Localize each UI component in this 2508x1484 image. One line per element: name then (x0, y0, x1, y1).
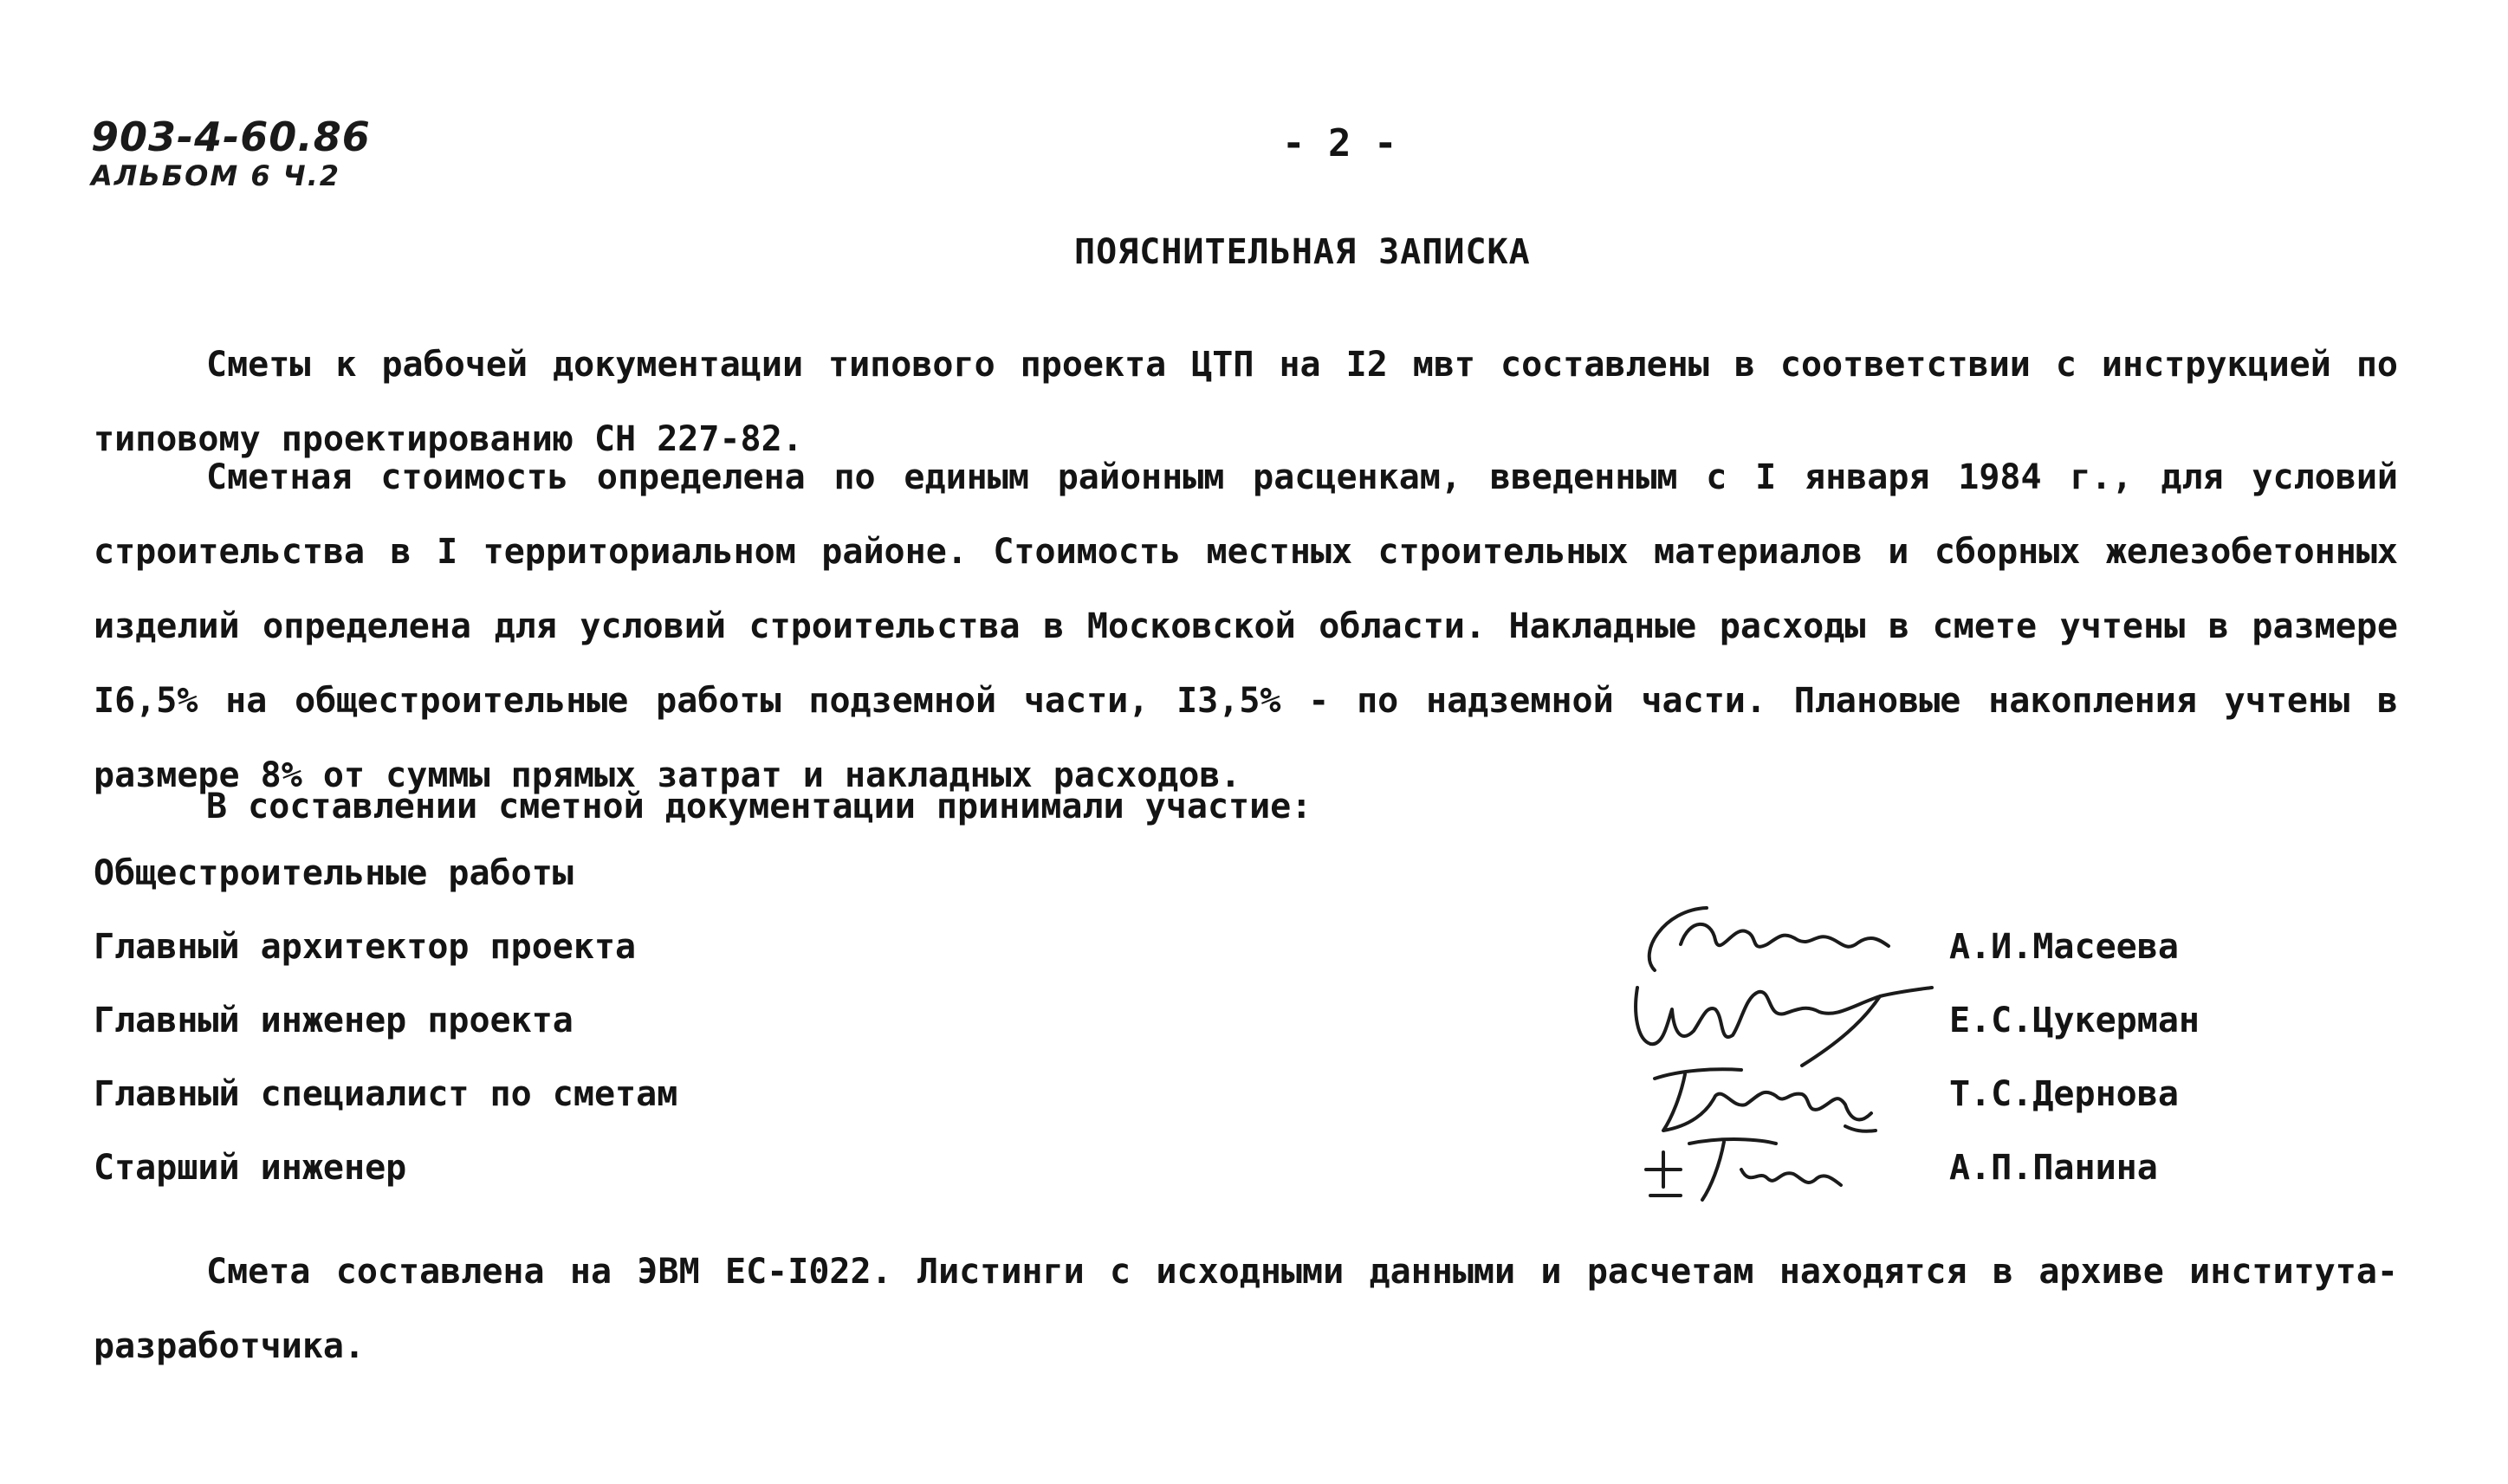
name-senior-engineer: А.П.Панина (1949, 1148, 2158, 1188)
paragraph-cost: Сметная стоимость определена по единым районным расценкам, введенным с I января 1984 г., для условий строительства в I территориальном районе. Стоимость местных строительных материалов и сборных железобетонных изделий определена для условий строительства в Московской области. Накладные расходы в смете учтены в размере I6,5% на общестроительные работы подземной части, I3,5% - по надземной части. Плановые накопления учтены в размере 8% от суммы прямых затрат и накладных расходов. (94, 457, 2398, 795)
paragraph-intro: Сметы к рабочей документации типового проекта ЦТП на I2 мвт составлены в соответствии с инструкцией по типовому проектированию СН 227-82. (94, 345, 2398, 459)
role-chief-estimator: Главный специалист по сметам (94, 1074, 678, 1114)
document-code-line2: АЛЬБОМ 6 Ч.2 (91, 159, 340, 192)
role-senior-engineer: Старший инженер (94, 1148, 407, 1188)
name-chief-estimator: Т.С.Дернова (1949, 1074, 2179, 1114)
page-number: - 2 - (1282, 121, 1397, 165)
document-code (91, 113, 371, 192)
signature-panina (1629, 1118, 1863, 1213)
name-chief-architect: А.И.Масеева (1949, 927, 2179, 967)
section-label: Общестроительные работы (94, 853, 574, 893)
role-chief-engineer: Главный инженер проекта (94, 1001, 574, 1040)
name-chief-engineer: Е.С.Цукерман (1949, 1001, 2200, 1040)
document-title: ПОЯСНИТЕЛЬНАЯ ЗАПИСКА (1074, 232, 1531, 272)
role-chief-architect: Главный архитектор проекта (94, 927, 637, 967)
paragraph-computation: Смета составлена на ЭВМ ЕС-I022. Листинги с исходными данными и расчетам находятся в архиве института-разработчика. (94, 1252, 2398, 1366)
paragraph-participants: В составлении сметной документации принимали участие: (206, 787, 1312, 826)
document-code-line1: 903-4-60.86 (91, 113, 371, 160)
